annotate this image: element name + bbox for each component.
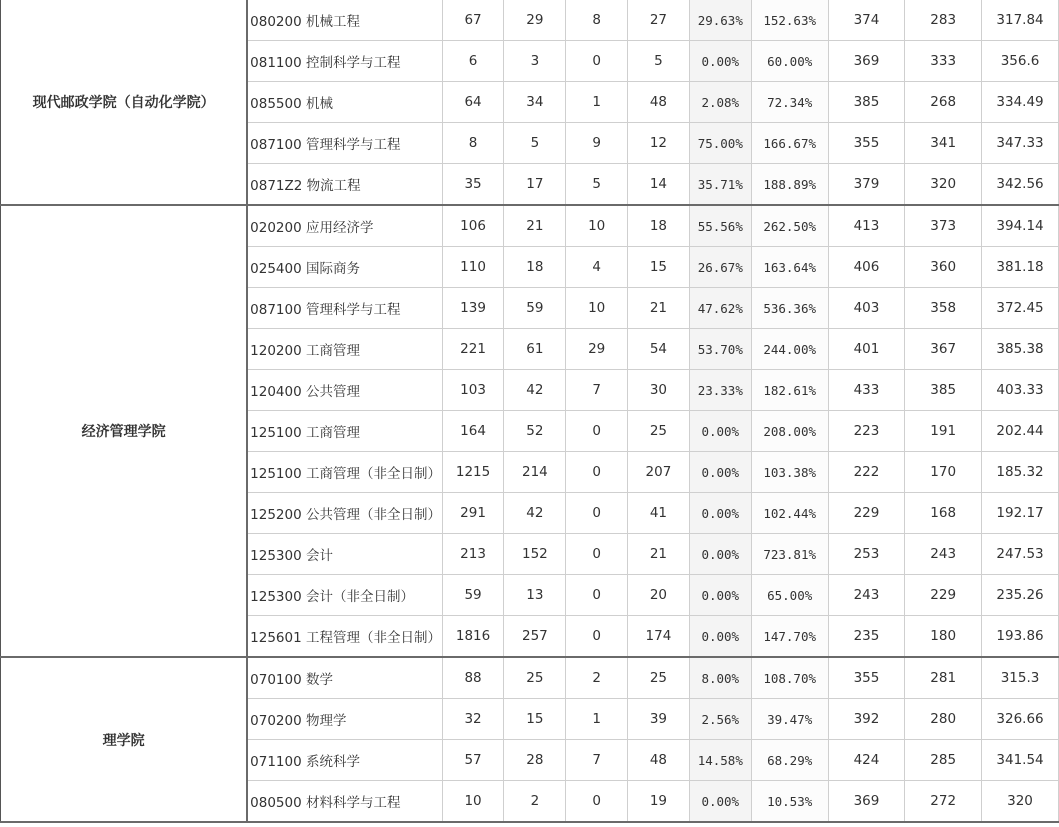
max-score-cell: 243: [828, 575, 905, 616]
plan-cell: 54: [628, 329, 690, 370]
exempt-cell: 1: [566, 699, 628, 740]
min-score-cell: 360: [905, 247, 982, 288]
exempt-rate-cell: 0.00%: [689, 534, 751, 575]
applicants-cell: 64: [442, 82, 504, 123]
admitted-cell: 214: [504, 452, 566, 493]
exempt-cell: 2: [566, 657, 628, 699]
max-score-cell: 392: [828, 699, 905, 740]
ratio-cell: 108.70%: [751, 657, 828, 699]
admitted-cell: 42: [504, 370, 566, 411]
plan-cell: 21: [628, 534, 690, 575]
applicants-cell: 32: [442, 699, 504, 740]
exempt-cell: 0: [566, 575, 628, 616]
min-score-cell: 373: [905, 205, 982, 247]
min-score-cell: 180: [905, 616, 982, 658]
admitted-cell: 18: [504, 247, 566, 288]
exempt-rate-cell: 26.67%: [689, 247, 751, 288]
exempt-rate-cell: 0.00%: [689, 575, 751, 616]
major-cell: 125100 工商管理: [247, 411, 442, 452]
ratio-cell: 166.67%: [751, 123, 828, 164]
college-name-cell: 理学院: [1, 657, 248, 822]
exempt-rate-cell: 0.00%: [689, 616, 751, 658]
avg-score-cell: 334.49: [982, 82, 1059, 123]
applicants-cell: 88: [442, 657, 504, 699]
exempt-cell: 0: [566, 781, 628, 823]
avg-score-cell: 317.84: [982, 0, 1059, 41]
exempt-rate-cell: 14.58%: [689, 740, 751, 781]
admitted-cell: 28: [504, 740, 566, 781]
exempt-rate-cell: 53.70%: [689, 329, 751, 370]
college-name-cell: 经济管理学院: [1, 205, 248, 657]
min-score-cell: 385: [905, 370, 982, 411]
avg-score-cell: 372.45: [982, 288, 1059, 329]
major-cell: 080200 机械工程: [247, 0, 442, 41]
plan-cell: 20: [628, 575, 690, 616]
major-cell: 120400 公共管理: [247, 370, 442, 411]
max-score-cell: 222: [828, 452, 905, 493]
admitted-cell: 42: [504, 493, 566, 534]
applicants-cell: 67: [442, 0, 504, 41]
applicants-cell: 291: [442, 493, 504, 534]
exempt-cell: 0: [566, 452, 628, 493]
applicants-cell: 103: [442, 370, 504, 411]
avg-score-cell: 394.14: [982, 205, 1059, 247]
plan-cell: 39: [628, 699, 690, 740]
exempt-rate-cell: 0.00%: [689, 452, 751, 493]
major-cell: 0871Z2 物流工程: [247, 164, 442, 206]
plan-cell: 19: [628, 781, 690, 823]
admitted-cell: 2: [504, 781, 566, 823]
min-score-cell: 170: [905, 452, 982, 493]
exempt-rate-cell: 0.00%: [689, 781, 751, 823]
major-cell: 020200 应用经济学: [247, 205, 442, 247]
exempt-cell: 1: [566, 82, 628, 123]
major-cell: 080500 材料科学与工程: [247, 781, 442, 823]
min-score-cell: 283: [905, 0, 982, 41]
avg-score-cell: 193.86: [982, 616, 1059, 658]
ratio-cell: 152.63%: [751, 0, 828, 41]
exempt-rate-cell: 8.00%: [689, 657, 751, 699]
min-score-cell: 272: [905, 781, 982, 823]
max-score-cell: 433: [828, 370, 905, 411]
max-score-cell: 379: [828, 164, 905, 206]
exempt-rate-cell: 55.56%: [689, 205, 751, 247]
min-score-cell: 367: [905, 329, 982, 370]
major-cell: 120200 工商管理: [247, 329, 442, 370]
max-score-cell: 369: [828, 41, 905, 82]
min-score-cell: 285: [905, 740, 982, 781]
max-score-cell: 355: [828, 123, 905, 164]
exempt-cell: 0: [566, 493, 628, 534]
max-score-cell: 424: [828, 740, 905, 781]
applicants-cell: 139: [442, 288, 504, 329]
max-score-cell: 229: [828, 493, 905, 534]
major-cell: 125100 工商管理（非全日制）: [247, 452, 442, 493]
ratio-cell: 68.29%: [751, 740, 828, 781]
ratio-cell: 182.61%: [751, 370, 828, 411]
min-score-cell: 268: [905, 82, 982, 123]
applicants-cell: 10: [442, 781, 504, 823]
avg-score-cell: 315.3: [982, 657, 1059, 699]
ratio-cell: 147.70%: [751, 616, 828, 658]
major-cell: 070200 物理学: [247, 699, 442, 740]
exempt-rate-cell: 47.62%: [689, 288, 751, 329]
ratio-cell: 65.00%: [751, 575, 828, 616]
plan-cell: 25: [628, 657, 690, 699]
max-score-cell: 413: [828, 205, 905, 247]
major-cell: 125300 会计（非全日制）: [247, 575, 442, 616]
applicants-cell: 1816: [442, 616, 504, 658]
college-name-cell: 现代邮政学院（自动化学院）: [1, 0, 248, 205]
plan-cell: 21: [628, 288, 690, 329]
ratio-cell: 39.47%: [751, 699, 828, 740]
admitted-cell: 52: [504, 411, 566, 452]
avg-score-cell: 185.32: [982, 452, 1059, 493]
applicants-cell: 110: [442, 247, 504, 288]
min-score-cell: 281: [905, 657, 982, 699]
ratio-cell: 262.50%: [751, 205, 828, 247]
ratio-cell: 102.44%: [751, 493, 828, 534]
avg-score-cell: 192.17: [982, 493, 1059, 534]
exempt-cell: 8: [566, 0, 628, 41]
max-score-cell: 406: [828, 247, 905, 288]
plan-cell: 12: [628, 123, 690, 164]
exempt-rate-cell: 35.71%: [689, 164, 751, 206]
major-cell: 025400 国际商务: [247, 247, 442, 288]
major-cell: 071100 系统科学: [247, 740, 442, 781]
applicants-cell: 221: [442, 329, 504, 370]
admitted-cell: 3: [504, 41, 566, 82]
ratio-cell: 103.38%: [751, 452, 828, 493]
plan-cell: 30: [628, 370, 690, 411]
admitted-cell: 13: [504, 575, 566, 616]
min-score-cell: 168: [905, 493, 982, 534]
applicants-cell: 1215: [442, 452, 504, 493]
plan-cell: 25: [628, 411, 690, 452]
exempt-cell: 7: [566, 370, 628, 411]
applicants-cell: 164: [442, 411, 504, 452]
avg-score-cell: 385.38: [982, 329, 1059, 370]
ratio-cell: 10.53%: [751, 781, 828, 823]
admitted-cell: 5: [504, 123, 566, 164]
plan-cell: 14: [628, 164, 690, 206]
avg-score-cell: 342.56: [982, 164, 1059, 206]
major-cell: 085500 机械: [247, 82, 442, 123]
min-score-cell: 229: [905, 575, 982, 616]
avg-score-cell: 403.33: [982, 370, 1059, 411]
min-score-cell: 243: [905, 534, 982, 575]
max-score-cell: 355: [828, 657, 905, 699]
exempt-cell: 9: [566, 123, 628, 164]
max-score-cell: 401: [828, 329, 905, 370]
admitted-cell: 17: [504, 164, 566, 206]
max-score-cell: 369: [828, 781, 905, 823]
max-score-cell: 374: [828, 0, 905, 41]
exempt-cell: 0: [566, 411, 628, 452]
exempt-rate-cell: 0.00%: [689, 411, 751, 452]
avg-score-cell: 235.26: [982, 575, 1059, 616]
max-score-cell: 403: [828, 288, 905, 329]
exempt-rate-cell: 2.56%: [689, 699, 751, 740]
max-score-cell: 253: [828, 534, 905, 575]
table-row: [1, 0, 1059, 41]
major-cell: 125300 会计: [247, 534, 442, 575]
exempt-rate-cell: 0.00%: [689, 493, 751, 534]
major-cell: 125601 工程管理（非全日制）: [247, 616, 442, 658]
ratio-cell: 163.64%: [751, 247, 828, 288]
table-row: [1, 205, 1059, 247]
applicants-cell: 213: [442, 534, 504, 575]
ratio-cell: 60.00%: [751, 41, 828, 82]
exempt-cell: 0: [566, 41, 628, 82]
min-score-cell: 333: [905, 41, 982, 82]
exempt-cell: 29: [566, 329, 628, 370]
avg-score-cell: 202.44: [982, 411, 1059, 452]
admitted-cell: 61: [504, 329, 566, 370]
exempt-rate-cell: 2.08%: [689, 82, 751, 123]
exempt-cell: 0: [566, 616, 628, 658]
min-score-cell: 191: [905, 411, 982, 452]
major-cell: 087100 管理科学与工程: [247, 288, 442, 329]
exempt-cell: 10: [566, 288, 628, 329]
avg-score-cell: 247.53: [982, 534, 1059, 575]
exempt-cell: 4: [566, 247, 628, 288]
admitted-cell: 59: [504, 288, 566, 329]
admitted-cell: 257: [504, 616, 566, 658]
max-score-cell: 223: [828, 411, 905, 452]
exempt-rate-cell: 75.00%: [689, 123, 751, 164]
ratio-cell: 72.34%: [751, 82, 828, 123]
applicants-cell: 106: [442, 205, 504, 247]
plan-cell: 27: [628, 0, 690, 41]
avg-score-cell: 381.18: [982, 247, 1059, 288]
min-score-cell: 320: [905, 164, 982, 206]
plan-cell: 48: [628, 82, 690, 123]
avg-score-cell: 356.6: [982, 41, 1059, 82]
avg-score-cell: 341.54: [982, 740, 1059, 781]
ratio-cell: 536.36%: [751, 288, 828, 329]
plan-cell: 5: [628, 41, 690, 82]
exempt-rate-cell: 0.00%: [689, 41, 751, 82]
admitted-cell: 21: [504, 205, 566, 247]
applicants-cell: 6: [442, 41, 504, 82]
max-score-cell: 385: [828, 82, 905, 123]
min-score-cell: 358: [905, 288, 982, 329]
admitted-cell: 25: [504, 657, 566, 699]
min-score-cell: 341: [905, 123, 982, 164]
major-cell: 125200 公共管理（非全日制）: [247, 493, 442, 534]
ratio-cell: 188.89%: [751, 164, 828, 206]
table-row: [1, 657, 1059, 699]
exempt-cell: 5: [566, 164, 628, 206]
applicants-cell: 35: [442, 164, 504, 206]
min-score-cell: 280: [905, 699, 982, 740]
exempt-rate-cell: 23.33%: [689, 370, 751, 411]
plan-cell: 41: [628, 493, 690, 534]
plan-cell: 207: [628, 452, 690, 493]
applicants-cell: 57: [442, 740, 504, 781]
plan-cell: 15: [628, 247, 690, 288]
plan-cell: 48: [628, 740, 690, 781]
plan-cell: 18: [628, 205, 690, 247]
avg-score-cell: 326.66: [982, 699, 1059, 740]
ratio-cell: 723.81%: [751, 534, 828, 575]
exempt-cell: 10: [566, 205, 628, 247]
ratio-cell: 208.00%: [751, 411, 828, 452]
avg-score-cell: 320: [982, 781, 1059, 823]
avg-score-cell: 347.33: [982, 123, 1059, 164]
admitted-cell: 29: [504, 0, 566, 41]
max-score-cell: 235: [828, 616, 905, 658]
exempt-cell: 0: [566, 534, 628, 575]
plan-cell: 174: [628, 616, 690, 658]
admitted-cell: 34: [504, 82, 566, 123]
exempt-rate-cell: 29.63%: [689, 0, 751, 41]
exempt-cell: 7: [566, 740, 628, 781]
major-cell: 070100 数学: [247, 657, 442, 699]
major-cell: 087100 管理科学与工程: [247, 123, 442, 164]
applicants-cell: 59: [442, 575, 504, 616]
major-cell: 081100 控制科学与工程: [247, 41, 442, 82]
admitted-cell: 152: [504, 534, 566, 575]
table-body: [1, 0, 1059, 822]
ratio-cell: 244.00%: [751, 329, 828, 370]
applicants-cell: 8: [442, 123, 504, 164]
admitted-cell: 15: [504, 699, 566, 740]
